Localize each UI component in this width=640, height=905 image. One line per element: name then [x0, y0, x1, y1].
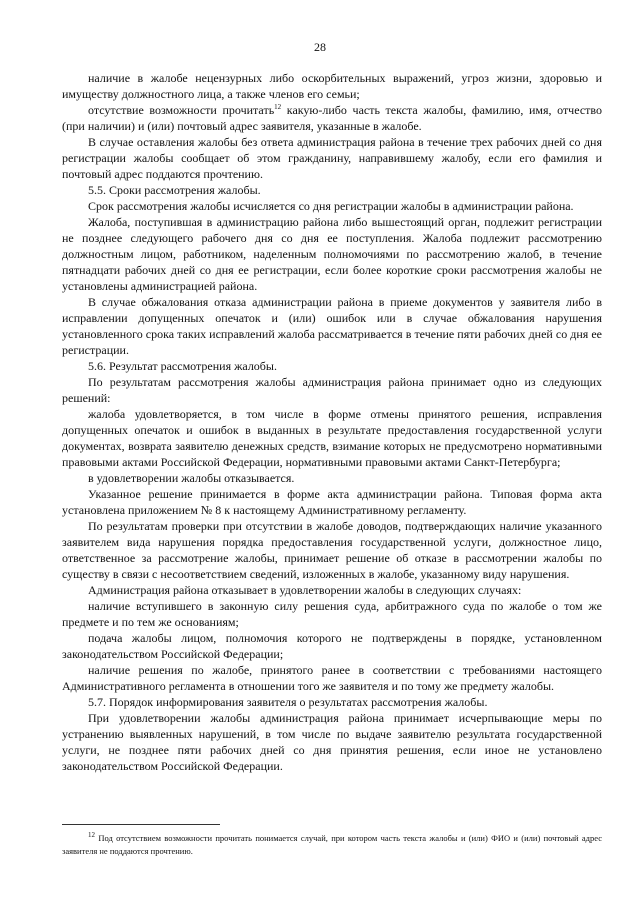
paragraph-2	[62, 102, 602, 134]
footnote-divider	[62, 824, 220, 825]
footnote-reference[interactable]: 12	[274, 103, 282, 111]
section-heading-5-5: 5.5. Сроки рассмотрения жалобы.	[88, 183, 261, 197]
paragraph-14: Администрация района отказывает в удовлетворении жалобы в следующих случаях:	[88, 583, 522, 597]
paragraph-5: Срок рассмотрения жалобы исчисляется со дня регистрации жалобы в администрации района.	[88, 199, 574, 213]
paragraph-10: жалоба удовлетворяется, в том числе в форме отмены принятого решения, исправления допущенных опечаток и ошибок в выданных в результате предоставления государственной услуги документах, возврата заявителю денежных средств, взимание которых не предусмотрено нормативными правовыми актами Российской Федерации, нормативными правовыми актами Санкт-Петербурга;	[62, 407, 602, 469]
paragraph-15: наличие вступившего в законную силу решения суда, арбитражного суда по жалобе о том же предмете и по тем же основаниям;	[62, 599, 602, 629]
document-body	[62, 70, 602, 774]
paragraph-13: По результатам проверки при отсутствии в жалобе доводов, подтверждающих наличие указанного заявителем вида нарушения порядка предоставления государственной услуги, должностное лицо, ответственное за рассмотрение жалобы, принимает решение об отказе в рассмотрении жалобы по существу в связи с несоответствием сведений, изложенных в жалобе, указанному виду нарушения.	[62, 519, 602, 581]
section-heading-5-7: 5.7. Порядок информирования заявителя о результатах рассмотрения жалобы.	[88, 695, 488, 709]
paragraph-17: наличие решения по жалобе, принятого ранее в соответствии с требованиями настоящего Административного регламента в отношении того же заявителя и по тому же предмету жалобы.	[62, 663, 602, 693]
paragraph-3: В случае оставления жалобы без ответа администрация района в течение трех рабочих дней со дня регистрации жалобы сообщает об этом гражданину, направившему жалобу, если его фамилия и почтовый адрес поддаются прочтению.	[62, 135, 602, 181]
footnote-marker: 12	[88, 831, 95, 840]
paragraph-2-end: какую-либо часть текста жалобы, фамилию, имя, отчество (при наличии) и (или) почтовый адрес заявителя, указанные в жалобе.	[62, 103, 603, 133]
paragraph-16: подача жалобы лицом, полномочия которого не подтверждены в порядке, установленном законодательством Российской Федерации;	[62, 631, 602, 661]
section-heading-5-6: 5.6. Результат рассмотрения жалобы.	[88, 359, 277, 373]
paragraph-7: В случае обжалования отказа администрации района в приеме документов у заявителя либо в исправлении допущенных опечаток и (или) ошибок или в случае обжалования нарушения установленного срока таких исправлений жалоба рассматривается в течение пяти рабочих дней со дня ее регистрации.	[62, 295, 602, 357]
paragraph-19: При удовлетворении жалобы администрация района принимает исчерпывающие меры по устранению выявленных нарушений, в том числе по выдаче заявителю результата государственной услуги, не позднее пяти рабочих дней со дня принятия решения, если иное не установлено законодательством Российской Федерации.	[62, 711, 602, 773]
footnote-text: Под отсутствием возможности прочитать понимается случай, при котором часть текста жалобы и (или) ФИО и (или) почтовый адрес заявителя не поддаются прочтению.	[62, 833, 602, 856]
paragraph-9: По результатам рассмотрения жалобы администрация района принимает одно из следующих решений:	[62, 375, 602, 405]
paragraph-1: наличие в жалобе нецензурных либо оскорбительных выражений, угроз жизни, здоровью и имуществу должностного лица, а также членов его семьи;	[62, 71, 602, 101]
paragraph-2-start: отсутствие возможности прочитать	[88, 103, 275, 117]
footnote	[62, 832, 602, 858]
page-number: 28	[314, 40, 326, 54]
paragraph-6: Жалоба, поступившая в администрацию района либо вышестоящий орган, подлежит регистрации не позднее следующего рабочего дня со дня ее поступления. Жалоба подлежит рассмотрению должностным лицом, работником, наделенным полномочиями по рассмотрению жалоб, в течение пятнадцати рабочих дней со дня ее регистрации, если более короткие сроки рассмотрения жалобы не установлены администрацией района.	[62, 215, 602, 293]
paragraph-11: в удовлетворении жалобы отказывается.	[88, 471, 295, 485]
paragraph-12: Указанное решение принимается в форме акта администрации района. Типовая форма акта установлена приложением № 8 к настоящему Административному регламенту.	[62, 487, 602, 517]
